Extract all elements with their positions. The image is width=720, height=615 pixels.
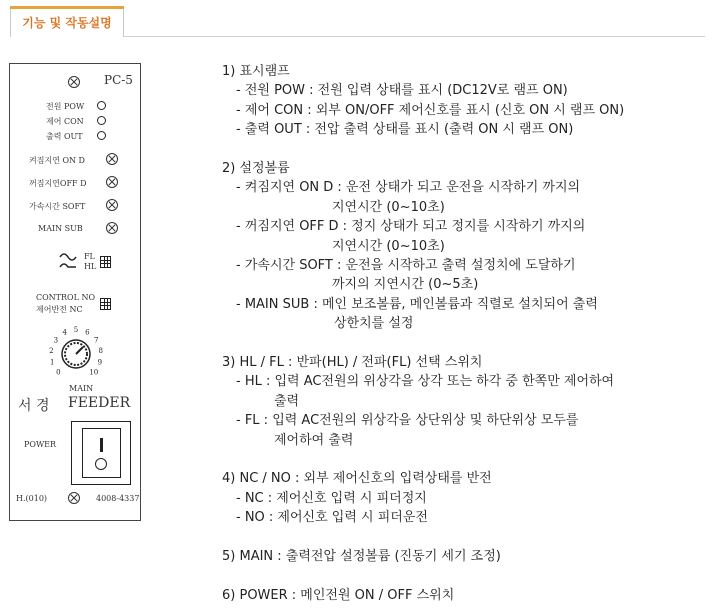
main-sub-knob-icon[interactable] bbox=[106, 222, 118, 234]
led-out-icon bbox=[97, 131, 106, 140]
power-on-symbol-icon bbox=[100, 438, 103, 452]
dial-tick-label: 7 bbox=[93, 336, 99, 345]
description-line: - FL : 입력 AC전원의 위상각을 상단위상 및 하단위상 모두를 bbox=[236, 413, 579, 429]
description-line: - 전원 POW : 전원 입력 상태를 표시 (DC12V로 램프 ON) bbox=[236, 83, 568, 99]
led-con-icon bbox=[97, 116, 106, 125]
volume-label-main-sub: MAIN SUB bbox=[38, 224, 83, 233]
brand-product: FEEDER bbox=[68, 395, 131, 411]
dial-tick-label: 3 bbox=[53, 336, 59, 345]
tab-function-description[interactable] bbox=[10, 6, 124, 37]
control-label-no: CONTROL NO bbox=[36, 293, 96, 302]
description-line: 지연시간 (0~10초) bbox=[332, 199, 445, 215]
volume-label-off-delay: 꺼짐지연OFF D bbox=[29, 179, 87, 188]
control-label-nc: 제어반전 NC bbox=[36, 305, 83, 314]
description-line: - 가속시간 SOFT : 운전을 시작하고 출력 설정치에 도달하기 bbox=[236, 258, 576, 273]
tab-bar bbox=[0, 0, 720, 40]
power-switch[interactable] bbox=[82, 428, 121, 478]
main-dial-pointer-icon bbox=[76, 347, 83, 354]
on-delay-knob-icon[interactable] bbox=[106, 153, 118, 165]
indicator-label-con: 제어 CON bbox=[46, 117, 84, 126]
soft-knob-icon[interactable] bbox=[106, 199, 118, 211]
description-line: - 켜짐지연 ON D : 운전 상태가 되고 운전을 시작하기 까지의 bbox=[236, 180, 581, 196]
description-line: 1) 표시램프 bbox=[222, 64, 290, 79]
control-nc-no-switch[interactable] bbox=[100, 298, 111, 310]
description-line: - NO : 제어신호 입력 시 피더운전 bbox=[236, 510, 428, 526]
model-label: PC-5 bbox=[104, 73, 133, 87]
off-delay-knob-icon[interactable] bbox=[106, 176, 118, 188]
brand-name: 서 경 bbox=[18, 398, 50, 414]
volume-label-soft: 가속시간 SOFT bbox=[29, 202, 86, 211]
dial-tick-label: 9 bbox=[97, 358, 103, 367]
fl-label: FL bbox=[84, 252, 95, 261]
description-line: 5) MAIN : 출력전압 설정볼륨 (진동기 세기 조정) bbox=[222, 549, 501, 564]
dial-tick-label: 6 bbox=[85, 328, 90, 337]
description-line: - 꺼짐지연 OFF D : 정지 상태가 되고 정지를 시작하기 까지의 bbox=[236, 219, 586, 235]
indicator-label-pow: 전원 POW bbox=[46, 102, 85, 111]
description-line: - HL : 입력 AC전원의 위상각을 상각 또는 하각 중 한쪽만 제어하여 bbox=[236, 374, 615, 390]
description-line: 6) POWER : 메인전원 ON / OFF 스위치 bbox=[222, 587, 455, 603]
dial-tick-label: 0 bbox=[56, 368, 61, 377]
main-dial-label: MAIN bbox=[69, 384, 94, 393]
footer-left: H.(010) bbox=[16, 494, 48, 503]
dial-tick-label: 10 bbox=[89, 368, 99, 377]
waveform-icon bbox=[58, 250, 78, 272]
description-line: 3) HL / FL : 반파(HL) / 전파(FL) 선택 스위치 bbox=[222, 355, 483, 370]
dial-tick-label: 4 bbox=[62, 328, 67, 337]
hl-fl-switch[interactable] bbox=[100, 256, 111, 268]
description-line: - NC : 제어신호 입력 시 피더정지 bbox=[236, 490, 427, 506]
main-dial bbox=[30, 316, 122, 388]
volume-label-on-delay: 켜짐지연 ON D bbox=[29, 156, 85, 165]
screw-icon bbox=[68, 492, 80, 504]
device-panel bbox=[9, 63, 141, 521]
description-line: 2) 설정볼륨 bbox=[222, 161, 290, 176]
led-pow-icon bbox=[97, 101, 106, 110]
description-line: - MAIN SUB : 메인 보조볼륨, 메인볼륨과 직렬로 설치되어 출력 bbox=[236, 296, 598, 312]
dial-tick-label: 5 bbox=[73, 326, 79, 334]
tab-underline bbox=[124, 36, 705, 37]
screw-icon bbox=[68, 76, 80, 88]
tab-accent-bar bbox=[10, 6, 124, 9]
power-label: POWER bbox=[24, 440, 57, 449]
description-line: 제어하여 출력 bbox=[274, 432, 354, 448]
footer-right: 4008-4337 bbox=[96, 494, 140, 503]
description-line: 지연시간 (0~10초) bbox=[332, 238, 445, 254]
description-line: - 제어 CON : 외부 ON/OFF 제어신호를 표시 (신호 ON 시 램프 ON) bbox=[236, 102, 625, 118]
description-line: 4) NC / NO : 외부 제어신호의 입력상태를 반전 bbox=[222, 471, 492, 487]
indicator-label-out: 출력 OUT bbox=[46, 132, 83, 141]
description-line: 까지의 지연시간 (0~5초) bbox=[332, 277, 479, 293]
power-off-symbol-icon bbox=[95, 458, 107, 470]
dial-tick-label: 1 bbox=[49, 358, 55, 367]
dial-tick-label: 8 bbox=[98, 347, 103, 356]
hl-label: HL bbox=[84, 262, 97, 271]
description-line: - 출력 OUT : 전압 출력 상태를 표시 (출력 ON 시 램프 ON) bbox=[236, 122, 574, 138]
tab-label: 기능 및 작동설명 bbox=[22, 15, 112, 30]
description-line: 상한치를 설정 bbox=[334, 316, 414, 332]
dial-tick-label: 2 bbox=[49, 347, 54, 356]
description-line: 출력 bbox=[274, 393, 300, 409]
